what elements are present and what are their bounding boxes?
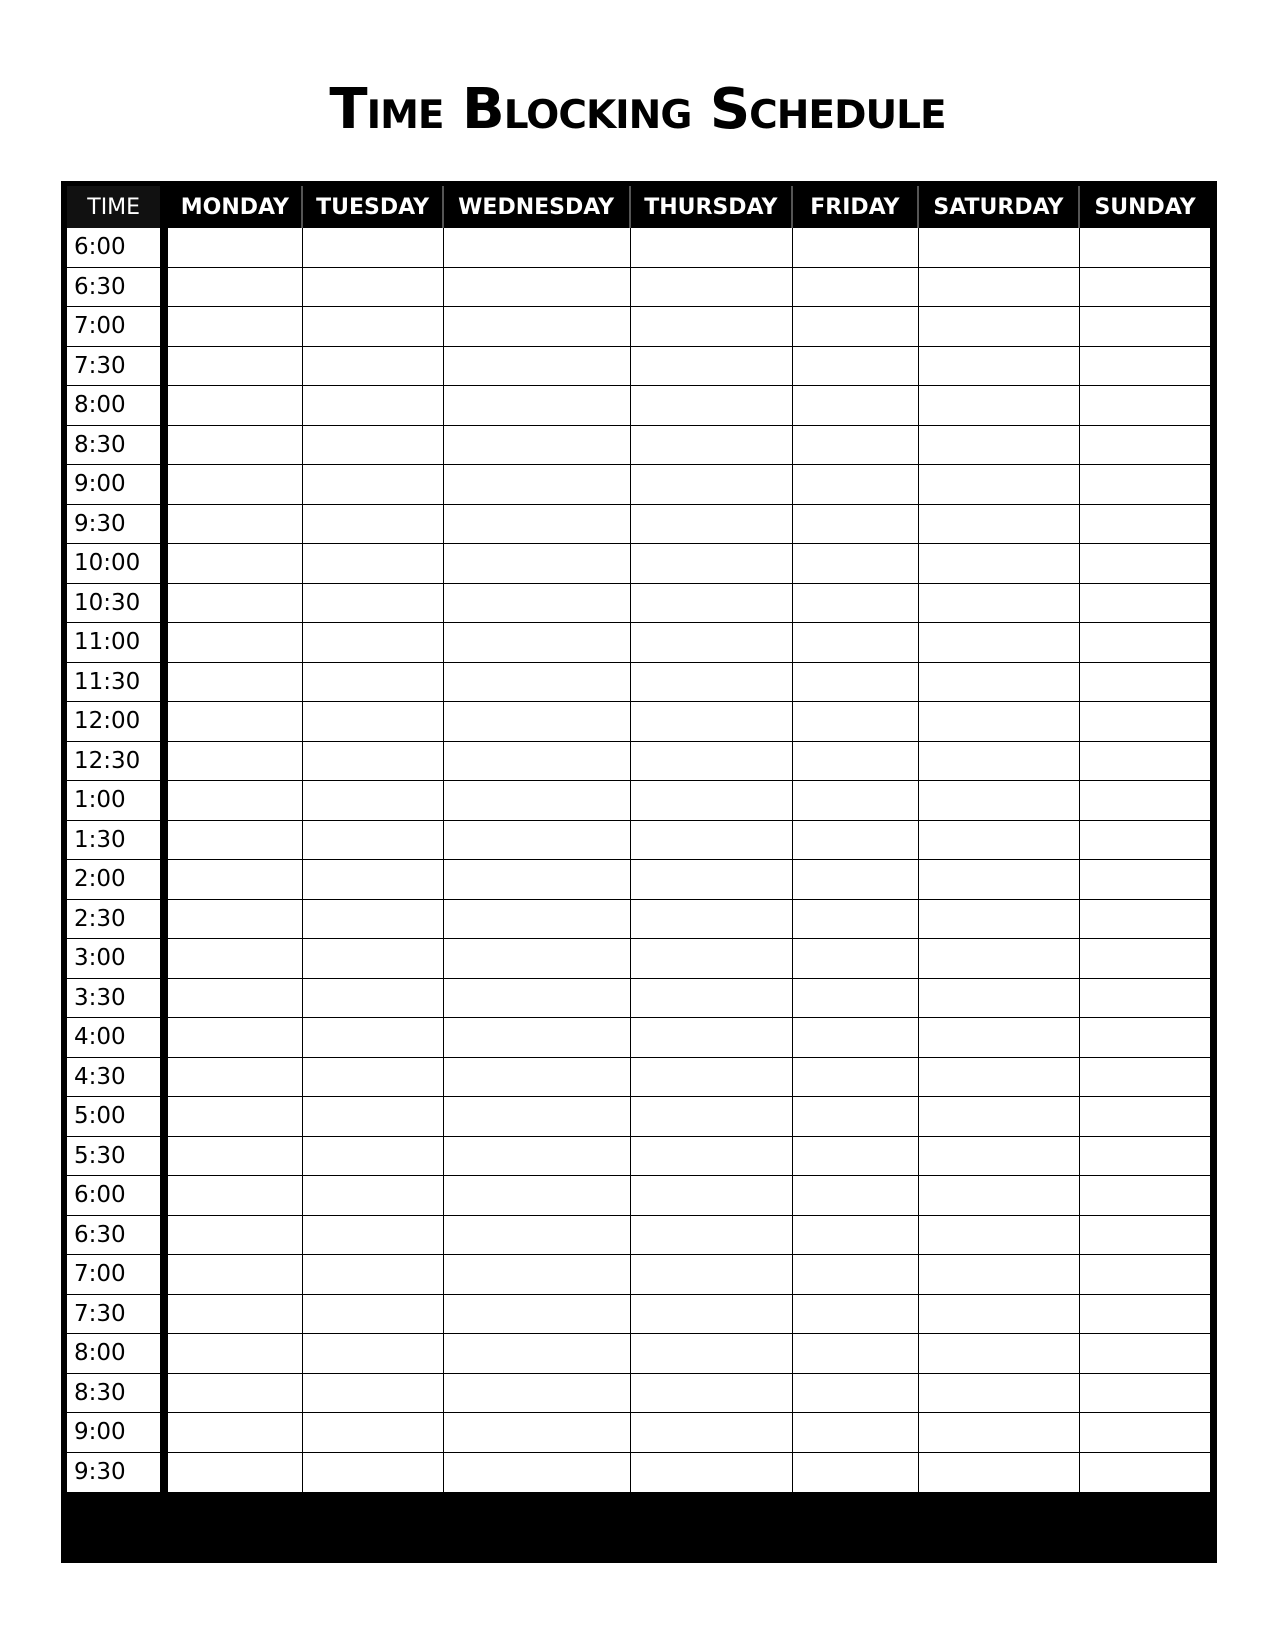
slot-cell-wednesday[interactable] [444,781,631,821]
slot-cell-sunday[interactable] [1080,1255,1210,1295]
slot-cell-wednesday[interactable] [444,1255,631,1295]
slot-cell-tuesday[interactable] [303,347,443,387]
time-slot-row [67,1176,1210,1216]
slot-cell-thursday[interactable] [631,1413,794,1453]
slot-cell-tuesday[interactable] [303,1018,443,1058]
slot-cell-thursday[interactable] [631,702,794,742]
day-header-wednesday: WEDNESDAY [444,186,631,228]
slot-cell-tuesday[interactable] [303,702,443,742]
slot-cell-thursday[interactable] [631,623,794,663]
slot-cell-saturday[interactable] [919,1137,1080,1177]
slot-cell-friday[interactable] [793,742,919,782]
slot-cell-saturday[interactable] [919,505,1080,545]
slot-cell-thursday[interactable] [631,1453,794,1493]
slot-cell-wednesday[interactable] [444,386,631,426]
slot-cell-wednesday[interactable] [444,1216,631,1256]
slot-cell-friday[interactable] [793,1334,919,1374]
slot-cell-saturday[interactable] [919,347,1080,387]
slot-cell-sunday[interactable] [1080,1334,1210,1374]
slot-cell-friday[interactable] [793,1453,919,1493]
slot-cell-friday[interactable] [793,307,919,347]
time-label: 7:30 [67,1295,168,1335]
slot-cell-sunday[interactable] [1080,1374,1210,1414]
slot-cell-monday[interactable] [168,268,303,308]
day-header-saturday: SATURDAY [919,186,1080,228]
slot-cell-saturday[interactable] [919,1453,1080,1493]
slot-cell-tuesday[interactable] [303,465,443,505]
time-label: 2:00 [67,860,168,900]
slot-cell-thursday[interactable] [631,1334,794,1374]
slot-cell-tuesday[interactable] [303,544,443,584]
slot-cell-friday[interactable] [793,939,919,979]
time-slot-row [67,268,1210,308]
slot-cell-monday[interactable] [168,781,303,821]
time-slot-row [67,307,1210,347]
slot-cell-tuesday[interactable] [303,307,443,347]
slot-cell-friday[interactable] [793,702,919,742]
time-slot-row [67,1018,1210,1058]
time-slot-row [67,584,1210,624]
time-label: 8:30 [67,1374,168,1414]
slot-cell-thursday[interactable] [631,742,794,782]
slot-cell-thursday[interactable] [631,268,794,308]
slot-cell-saturday[interactable] [919,781,1080,821]
slot-cell-thursday[interactable] [631,1255,794,1295]
time-slot-row [67,900,1210,940]
slot-cell-thursday[interactable] [631,821,794,861]
slot-cell-thursday[interactable] [631,584,794,624]
slot-cell-thursday[interactable] [631,900,794,940]
slot-cell-wednesday[interactable] [444,979,631,1019]
slot-cell-saturday[interactable] [919,1374,1080,1414]
slot-cell-sunday[interactable] [1080,1137,1210,1177]
slot-cell-saturday[interactable] [919,386,1080,426]
slot-cell-friday[interactable] [793,979,919,1019]
slot-cell-tuesday[interactable] [303,663,443,703]
slot-cell-saturday[interactable] [919,702,1080,742]
slot-cell-sunday[interactable] [1080,860,1210,900]
slot-cell-wednesday[interactable] [444,307,631,347]
day-header-sunday: SUNDAY [1080,186,1210,228]
slot-cell-tuesday[interactable] [303,742,443,782]
slot-cell-monday[interactable] [168,1097,303,1137]
slot-cell-friday[interactable] [793,1295,919,1335]
slot-cell-monday[interactable] [168,1413,303,1453]
slot-cell-tuesday[interactable] [303,1097,443,1137]
slot-cell-monday[interactable] [168,1216,303,1256]
slot-cell-friday[interactable] [793,268,919,308]
slot-cell-thursday[interactable] [631,1216,794,1256]
slot-cell-tuesday[interactable] [303,505,443,545]
slot-cell-friday[interactable] [793,505,919,545]
slot-cell-thursday[interactable] [631,228,794,268]
slot-cell-tuesday[interactable] [303,1137,443,1177]
slot-cell-monday[interactable] [168,465,303,505]
slot-cell-sunday[interactable] [1080,584,1210,624]
slot-cell-friday[interactable] [793,1255,919,1295]
slot-cell-thursday[interactable] [631,939,794,979]
slot-cell-wednesday[interactable] [444,1176,631,1216]
slot-cell-wednesday[interactable] [444,860,631,900]
slot-cell-saturday[interactable] [919,821,1080,861]
time-label: 6:00 [67,1176,168,1216]
time-label: 7:00 [67,1255,168,1295]
slot-cell-tuesday[interactable] [303,939,443,979]
slot-cell-sunday[interactable] [1080,939,1210,979]
slot-cell-wednesday[interactable] [444,544,631,584]
slot-cell-friday[interactable] [793,1058,919,1098]
time-slot-row [67,228,1210,268]
time-label: 12:30 [67,742,168,782]
time-slot-row [67,1216,1210,1256]
slot-cell-saturday[interactable] [919,268,1080,308]
slot-cell-thursday[interactable] [631,544,794,584]
time-label: 9:30 [67,505,168,545]
slot-cell-wednesday[interactable] [444,821,631,861]
time-slot-row [67,623,1210,663]
time-slot-row [67,1295,1210,1335]
slot-cell-sunday[interactable] [1080,228,1210,268]
slot-cell-wednesday[interactable] [444,742,631,782]
slot-cell-monday[interactable] [168,1295,303,1335]
slot-cell-sunday[interactable] [1080,742,1210,782]
time-label: 7:30 [67,347,168,387]
time-label: 5:00 [67,1097,168,1137]
slot-cell-wednesday[interactable] [444,702,631,742]
slot-cell-wednesday[interactable] [444,347,631,387]
time-slot-row [67,781,1210,821]
slot-cell-saturday[interactable] [919,979,1080,1019]
slot-cell-sunday[interactable] [1080,979,1210,1019]
slot-cell-thursday[interactable] [631,307,794,347]
slot-cell-saturday[interactable] [919,307,1080,347]
time-label: 8:30 [67,426,168,466]
slot-cell-friday[interactable] [793,1137,919,1177]
slot-cell-monday[interactable] [168,702,303,742]
slot-cell-friday[interactable] [793,426,919,466]
slot-cell-friday[interactable] [793,386,919,426]
slot-cell-wednesday[interactable] [444,663,631,703]
slot-cell-friday[interactable] [793,781,919,821]
slot-cell-wednesday[interactable] [444,900,631,940]
slot-cell-tuesday[interactable] [303,228,443,268]
slot-cell-sunday[interactable] [1080,1176,1210,1216]
slot-cell-friday[interactable] [793,1374,919,1414]
slot-cell-sunday[interactable] [1080,386,1210,426]
slot-cell-sunday[interactable] [1080,544,1210,584]
slot-cell-monday[interactable] [168,307,303,347]
time-slot-row [67,663,1210,703]
slot-cell-saturday[interactable] [919,465,1080,505]
slot-cell-saturday[interactable] [919,426,1080,466]
slot-cell-tuesday[interactable] [303,1216,443,1256]
time-label: 1:30 [67,821,168,861]
slot-cell-wednesday[interactable] [444,1413,631,1453]
slot-cell-saturday[interactable] [919,584,1080,624]
slot-cell-thursday[interactable] [631,347,794,387]
time-slot-row [67,1374,1210,1414]
slot-cell-thursday[interactable] [631,426,794,466]
slot-cell-saturday[interactable] [919,1176,1080,1216]
slot-cell-monday[interactable] [168,979,303,1019]
time-label: 10:00 [67,544,168,584]
slot-cell-sunday[interactable] [1080,505,1210,545]
time-slot-row [67,505,1210,545]
slot-cell-friday[interactable] [793,663,919,703]
slot-cell-sunday[interactable] [1080,465,1210,505]
time-slot-row [67,860,1210,900]
slot-cell-friday[interactable] [793,465,919,505]
slot-cell-wednesday[interactable] [444,1453,631,1493]
slot-cell-saturday[interactable] [919,1413,1080,1453]
slot-cell-monday[interactable] [168,544,303,584]
slot-cell-tuesday[interactable] [303,1295,443,1335]
time-slot-row [67,1058,1210,1098]
slot-cell-monday[interactable] [168,821,303,861]
time-slot-row [67,1413,1210,1453]
slot-cell-thursday[interactable] [631,1097,794,1137]
time-slot-row [67,1453,1210,1493]
time-label: 5:30 [67,1137,168,1177]
time-label: 1:00 [67,781,168,821]
slot-cell-wednesday[interactable] [444,1137,631,1177]
slot-cell-saturday[interactable] [919,1058,1080,1098]
slot-cell-tuesday[interactable] [303,979,443,1019]
slot-cell-tuesday[interactable] [303,821,443,861]
slot-cell-sunday[interactable] [1080,900,1210,940]
slot-cell-friday[interactable] [793,1018,919,1058]
slot-cell-tuesday[interactable] [303,1413,443,1453]
slot-cell-tuesday[interactable] [303,584,443,624]
slot-cell-thursday[interactable] [631,1374,794,1414]
slot-cell-wednesday[interactable] [444,268,631,308]
time-label: 8:00 [67,1334,168,1374]
slot-cell-wednesday[interactable] [444,1374,631,1414]
slot-cell-wednesday[interactable] [444,228,631,268]
slot-cell-thursday[interactable] [631,781,794,821]
slot-cell-tuesday[interactable] [303,1453,443,1493]
time-label: 6:30 [67,1216,168,1256]
slot-cell-monday[interactable] [168,663,303,703]
slot-cell-sunday[interactable] [1080,1097,1210,1137]
slot-cell-monday[interactable] [168,1176,303,1216]
time-label: 12:00 [67,702,168,742]
slot-cell-saturday[interactable] [919,939,1080,979]
slot-cell-thursday[interactable] [631,465,794,505]
slot-cell-tuesday[interactable] [303,900,443,940]
slot-cell-friday[interactable] [793,347,919,387]
slot-cell-friday[interactable] [793,1216,919,1256]
slot-cell-monday[interactable] [168,426,303,466]
slot-cell-friday[interactable] [793,900,919,940]
slot-cell-sunday[interactable] [1080,1058,1210,1098]
slot-cell-monday[interactable] [168,1453,303,1493]
slot-cell-wednesday[interactable] [444,505,631,545]
slot-cell-sunday[interactable] [1080,663,1210,703]
time-slot-row [67,742,1210,782]
slot-cell-tuesday[interactable] [303,1176,443,1216]
slot-cell-monday[interactable] [168,1374,303,1414]
slot-cell-monday[interactable] [168,505,303,545]
slot-cell-wednesday[interactable] [444,1334,631,1374]
time-slot-row [67,426,1210,466]
slot-cell-friday[interactable] [793,584,919,624]
slot-cell-monday[interactable] [168,742,303,782]
time-label: 9:30 [67,1453,168,1493]
slot-cell-friday[interactable] [793,228,919,268]
slot-cell-saturday[interactable] [919,860,1080,900]
time-label: 3:30 [67,979,168,1019]
slot-cell-sunday[interactable] [1080,821,1210,861]
time-slot-row [67,702,1210,742]
slot-cell-wednesday[interactable] [444,1097,631,1137]
time-label: 2:30 [67,900,168,940]
slot-cell-friday[interactable] [793,1097,919,1137]
slot-cell-wednesday[interactable] [444,623,631,663]
slot-cell-monday[interactable] [168,1137,303,1177]
slot-cell-tuesday[interactable] [303,781,443,821]
slot-cell-monday[interactable] [168,584,303,624]
time-slot-row [67,979,1210,1019]
time-slot-row [67,544,1210,584]
slot-cell-friday[interactable] [793,1413,919,1453]
slot-cell-thursday[interactable] [631,505,794,545]
slot-cell-monday[interactable] [168,1334,303,1374]
schedule-table [67,186,1210,1492]
slot-cell-tuesday[interactable] [303,386,443,426]
day-header-monday: MONDAY [168,186,303,228]
slot-cell-sunday[interactable] [1080,623,1210,663]
slot-cell-friday[interactable] [793,860,919,900]
slot-cell-thursday[interactable] [631,1058,794,1098]
slot-cell-tuesday[interactable] [303,268,443,308]
slot-cell-wednesday[interactable] [444,1058,631,1098]
slot-cell-saturday[interactable] [919,228,1080,268]
time-label: 9:00 [67,1413,168,1453]
slot-cell-saturday[interactable] [919,1334,1080,1374]
slot-cell-tuesday[interactable] [303,860,443,900]
time-label: 11:30 [67,663,168,703]
time-slot-row [67,1097,1210,1137]
slot-cell-monday[interactable] [168,1255,303,1295]
slot-cell-sunday[interactable] [1080,1413,1210,1453]
time-slot-row [67,347,1210,387]
slot-cell-monday[interactable] [168,1018,303,1058]
slot-cell-thursday[interactable] [631,1018,794,1058]
slot-cell-tuesday[interactable] [303,1058,443,1098]
slot-cell-tuesday[interactable] [303,1255,443,1295]
slot-cell-saturday[interactable] [919,623,1080,663]
slot-cell-sunday[interactable] [1080,781,1210,821]
slot-cell-thursday[interactable] [631,979,794,1019]
slot-cell-saturday[interactable] [919,1255,1080,1295]
time-slot-row [67,1137,1210,1177]
slot-cell-wednesday[interactable] [444,1018,631,1058]
slot-cell-sunday[interactable] [1080,1453,1210,1493]
page-title: Time Blocking Schedule [329,77,946,142]
slot-cell-thursday[interactable] [631,860,794,900]
time-column-header: TIME [67,186,168,228]
time-label: 9:00 [67,465,168,505]
time-slot-row [67,386,1210,426]
slot-cell-wednesday[interactable] [444,939,631,979]
slot-cell-wednesday[interactable] [444,1295,631,1335]
slot-cell-saturday[interactable] [919,1097,1080,1137]
slot-cell-saturday[interactable] [919,1295,1080,1335]
time-label: 8:00 [67,386,168,426]
slot-cell-wednesday[interactable] [444,465,631,505]
slot-cell-saturday[interactable] [919,1216,1080,1256]
day-header-tuesday: TUESDAY [303,186,443,228]
slot-cell-sunday[interactable] [1080,1216,1210,1256]
slot-cell-sunday[interactable] [1080,347,1210,387]
slot-cell-friday[interactable] [793,623,919,663]
slot-cell-saturday[interactable] [919,663,1080,703]
slot-cell-sunday[interactable] [1080,426,1210,466]
time-label: 3:00 [67,939,168,979]
time-label: 10:30 [67,584,168,624]
slot-cell-thursday[interactable] [631,663,794,703]
time-slot-row [67,1334,1210,1374]
time-label: 7:00 [67,307,168,347]
slot-cell-tuesday[interactable] [303,623,443,663]
slot-cell-monday[interactable] [168,347,303,387]
slot-cell-sunday[interactable] [1080,702,1210,742]
slot-cell-monday[interactable] [168,860,303,900]
slot-cell-saturday[interactable] [919,544,1080,584]
slot-cell-saturday[interactable] [919,1018,1080,1058]
slot-cell-monday[interactable] [168,1058,303,1098]
time-slot-row [67,465,1210,505]
slot-cell-wednesday[interactable] [444,426,631,466]
slot-cell-monday[interactable] [168,900,303,940]
slot-cell-thursday[interactable] [631,1176,794,1216]
slot-cell-thursday[interactable] [631,1137,794,1177]
slot-cell-thursday[interactable] [631,1295,794,1335]
slot-cell-tuesday[interactable] [303,426,443,466]
slot-cell-thursday[interactable] [631,386,794,426]
time-slot-row [67,1255,1210,1295]
slot-cell-saturday[interactable] [919,742,1080,782]
time-label: 4:30 [67,1058,168,1098]
time-label: 6:00 [67,228,168,268]
time-slot-row [67,821,1210,861]
slot-cell-wednesday[interactable] [444,584,631,624]
slot-cell-tuesday[interactable] [303,1334,443,1374]
slot-cell-monday[interactable] [168,939,303,979]
slot-cell-sunday[interactable] [1080,268,1210,308]
time-label: 4:00 [67,1018,168,1058]
slot-cell-tuesday[interactable] [303,1374,443,1414]
slot-cell-monday[interactable] [168,386,303,426]
slot-cell-friday[interactable] [793,544,919,584]
slot-cell-monday[interactable] [168,623,303,663]
slot-cell-sunday[interactable] [1080,307,1210,347]
time-label: 11:00 [67,623,168,663]
time-slot-row [67,939,1210,979]
slot-cell-friday[interactable] [793,821,919,861]
slot-cell-friday[interactable] [793,1176,919,1216]
header-row [67,186,1210,228]
day-header-friday: FRIDAY [793,186,919,228]
day-header-thursday: THURSDAY [631,186,794,228]
time-label: 6:30 [67,268,168,308]
slot-cell-saturday[interactable] [919,900,1080,940]
slot-cell-sunday[interactable] [1080,1018,1210,1058]
slot-cell-monday[interactable] [168,228,303,268]
slot-cell-sunday[interactable] [1080,1295,1210,1335]
